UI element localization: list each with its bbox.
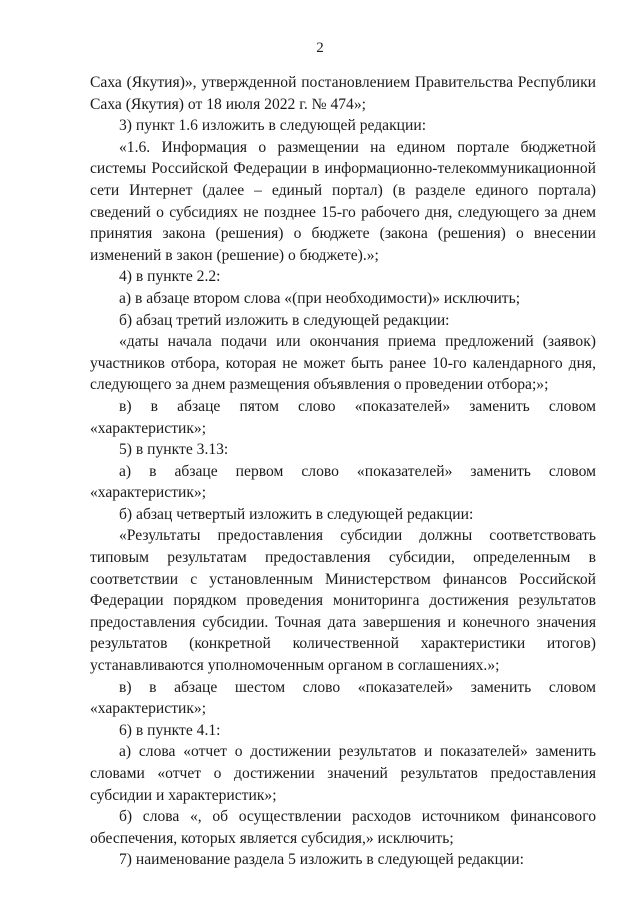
paragraph-item-3: 3) пункт 1.6 изложить в следующей редакции: (119, 117, 427, 135)
paragraph-quote-results: «Результаты предоставления субсидии должны соответствовать типовым результатам предоставления субсидии, определенным в соответствии с установленным Министерством финансов Российской Федерации порядком проведения мониторинга достижения результатов предоставления субсидии. Точная дата завершения и конечного значения результатов (конкретной количественной характеристики итогов) устанавливаются уполномоченным органом в соглашениях.»; (90, 527, 596, 675)
paragraph-item-7: 7) наименование раздела 5 изложить в следующей редакции: (119, 851, 524, 869)
paragraph-item-5v: в) в абзаце шестом слово «показателей» заменить словом «характеристик»; (90, 678, 596, 718)
paragraph-item-5b: б) абзац четвертый изложить в следующей редакции: (119, 505, 474, 523)
paragraph-item-4: 4) в пункте 2.2: (119, 268, 221, 286)
paragraph-item-6a: а) слова «отчет о достижении результатов и показателей» заменить словами «отчет о достижении значений результатов предоставления субсидии и характеристик»; (90, 743, 596, 804)
paragraph-item-4b: б) абзац третий изложить в следующей редакции: (119, 311, 450, 329)
paragraph-item-4a: а) в абзаце втором слова «(при необходимости)» исключить; (119, 289, 521, 307)
paragraph-continuation: Саха (Якутия)», утвержденной постановлением Правительства Республики Саха (Якутия) от 18 июля 2022 г. № 474»; (90, 74, 596, 113)
paragraph-quote-dates: «даты начала подачи или окончания приема предложений (заявок) участников отбора, которая не может быть ранее 10-го календарного дня, следующего за днем размещения объявления о проведении отбора;»; (90, 333, 596, 394)
paragraph-item-6: 6) в пункте 4.1: (119, 721, 221, 739)
page-number: 2 (316, 40, 324, 56)
paragraph-quote-1-6: «1.6. Информация о размещении на едином портале бюджетной системы Российской Федерации в информационно-телекоммуникационной сети Интернет (далее – единый портал) (в разделе единого портала) сведений о субсидиях не позднее 15-го рабочего дня, следующего за днем принятия закона (решения) о бюджете (закона (решения) о внесении изменений в закон (решение) о бюджете).»; (90, 138, 596, 264)
paragraph-item-6b: б) слова «, об осуществлении расходов источником финансового обеспечения, которых является субсидия,» исключить; (90, 808, 596, 847)
paragraph-item-4v: в) в абзаце пятом слово «показателей» заменить словом «характеристик»; (90, 397, 596, 437)
document-body (90, 72, 596, 871)
paragraph-item-5: 5) в пункте 3.13: (119, 441, 229, 459)
paragraph-item-5a: а) в абзаце первом слово «показателей» заменить словом «характеристик»; (90, 462, 596, 502)
